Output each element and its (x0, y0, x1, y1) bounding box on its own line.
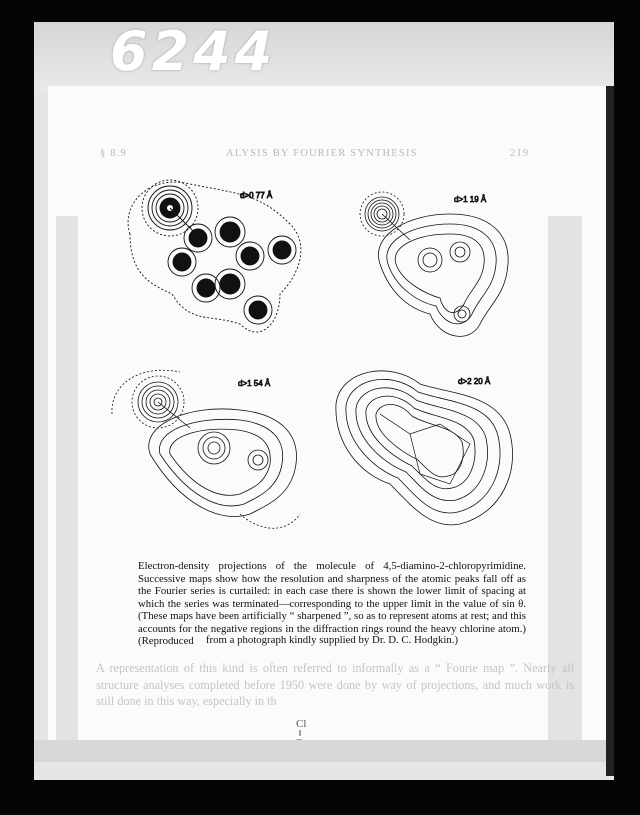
plate-border-bottom (34, 740, 606, 762)
plate-border-right (606, 86, 614, 776)
page-number: 219 (510, 148, 530, 159)
map-d077 (128, 180, 301, 332)
map-label-2: d>1 19 Å (454, 195, 487, 204)
left-shadow-band (56, 216, 78, 741)
electron-density-maps (110, 174, 530, 554)
header-title: ALYSIS BY FOURIER SYNTHESIS (226, 148, 418, 159)
header-section: § 8.9 (100, 148, 127, 159)
map-label-4: d>2 20 Å (458, 377, 491, 386)
body-paragraph: A representation of this kind is often referred to informally as a “ Fourie map ”. Nearly all structure analyses completed before 1950 were done by way of projections, and much work is still done in this way, especially in th (96, 661, 574, 708)
map-d154 (112, 370, 300, 528)
handwritten-plate-number: 6244 (110, 20, 277, 83)
book-page (48, 86, 606, 741)
structure-label-cl: Cl (296, 718, 307, 730)
figure-caption: Electron-density projections of the molecule of 4,5-diamino-2-chloropyrimidine. Successive maps show how the resolution and sharpness of the atomic peaks fall off as the Fourier series is curtailed: in each case there is shown the lower limit of spacing at which the series was terminated—corresponding to the upper limit in the value of sin θ. (These maps have been artificially “ sharpened ”, so as to represent atoms at rest; and this accounts for the negative regions in the diffraction rings round the heavy chlorine atom.) (Reproduced (138, 560, 526, 647)
running-header (48, 148, 606, 164)
contour-blob-3 (149, 409, 297, 517)
map-label-3: d>1 54 Å (238, 379, 271, 388)
map-d119 (360, 192, 508, 336)
contour-blob-4 (336, 371, 513, 525)
map-d220 (336, 371, 513, 525)
contour-blob-2 (378, 214, 508, 336)
figure-caption-credit: from a photograph kindly supplied by Dr. D. C. Hodgkin.) (205, 634, 459, 646)
atom-peaks-1 (173, 222, 291, 319)
map-label-1: d>0 77 Å (240, 191, 273, 200)
